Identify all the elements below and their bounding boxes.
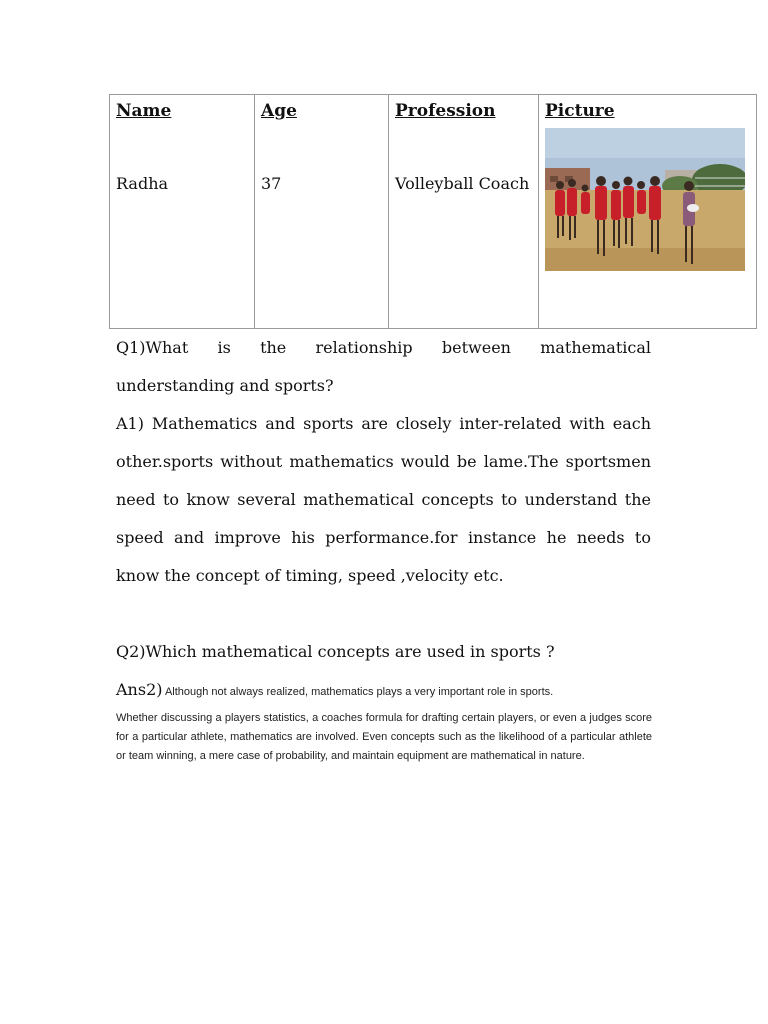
age-header: Age [261, 101, 297, 121]
profile-table [109, 94, 757, 329]
profession-cell [389, 95, 539, 329]
team-photo [545, 128, 745, 271]
picture-cell [539, 95, 757, 329]
age-cell [255, 95, 389, 329]
answer-2-first-line [116, 680, 652, 702]
name-cell [110, 95, 255, 329]
age-value: 37 [261, 174, 282, 193]
team-photo-image [545, 128, 745, 271]
profession-value: Volleyball Coach [395, 174, 530, 193]
answer-2-line1: Although not always realized, mathematics plays a very important role in sports. [162, 686, 554, 698]
question-1: Q1)What is the relationship between mathematical understanding and sports? [116, 338, 651, 395]
answer-2-label: Ans2) [116, 680, 163, 699]
answer-1: A1) Mathematics and sports are closely inter-related with each other.sports without mathematics would be lame.The sportsmen need to know several mathematical concepts to understand the speed and improve his performance.for instance he needs to know the concept of timing, speed ,velocity etc. [116, 414, 651, 585]
name-header: Name [116, 101, 172, 121]
table-row [110, 95, 757, 329]
profession-header: Profession [395, 101, 496, 121]
name-value: Radha [116, 174, 169, 193]
question-2: Q2)Which mathematical concepts are used in sports ? [116, 642, 555, 661]
answer-2-body: Whether discussing a players statistics, a coaches formula for drafting certain players, or even a judges score for a particular athlete, mathematics are involved. Even concepts such as the likelihood of a particular athlete or team winning, a mere case of probability, and maintain equipment are mathematical in nature. [116, 712, 652, 762]
picture-header: Picture [545, 101, 615, 121]
